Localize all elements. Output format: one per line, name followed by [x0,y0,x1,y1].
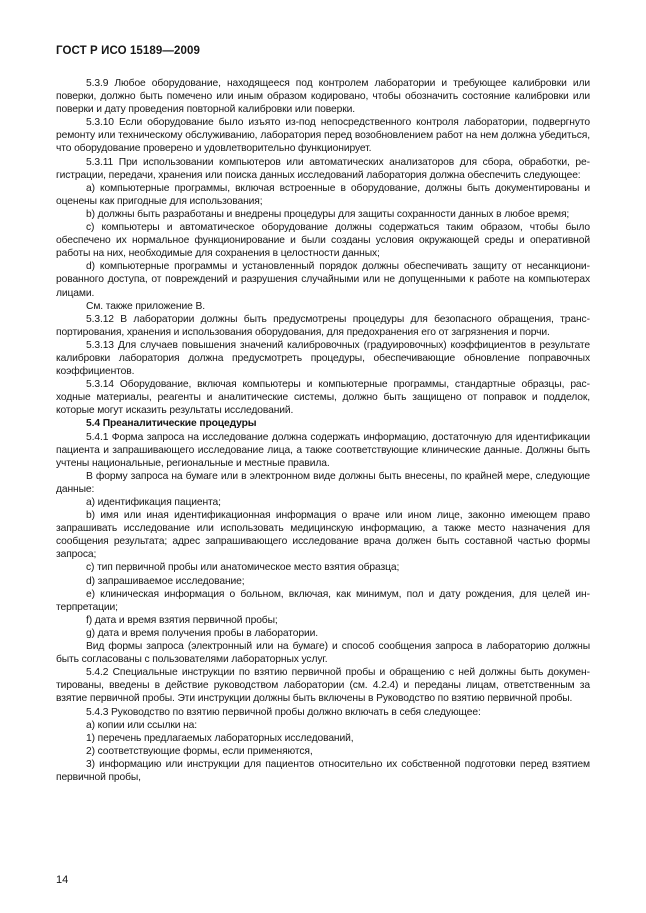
page-number: 14 [56,874,69,886]
clause-5-3-10: 5.3.10 Если оборудование было изъято из-под непосредственного контроля лаборатории, подвергнуто ремонту или техническому обслуживанию, лаборатория перед возобновлением работ на нем должна убедиться, что оборудование проверено и удовлетворительно функционирует. [56,117,590,155]
form-type-paragraph: Вид формы запроса (электронный или на бумаге) и способ сообщения запроса в лабораторию должны быть согласованы с пользователями лабораторных услуг. [56,641,590,666]
clause-5-3-9: 5.3.9 Любое оборудование, находящееся под контролем лаборатории и требующее калибровки или поверки, должно быть помечено или иным образом кодировано, чтобы обозначить состояние калибровки или поверки и дату проведения повторной калибровки или поверки. [56,78,590,116]
clause-5-3-14: 5.3.14 Оборудование, включая компьютеры и компьютерные программы, стандартные образцы, расходные материалы, реагенты и аналитические системы, должно быть защищено от поправок и подделок, которые могут исказить результаты исследований. [56,379,590,417]
request-form-paragraph: В форму запроса на бумаге или в электронном виде должны быть внесены, по крайней мере, следующие данные: [56,470,590,495]
clause-5-3-12: 5.3.12 В лаборатории должны быть предусмотрены процедуры для безопасного обращения, транспортирования, хранения и использования оборудования, для предохранения его от загрязнения и порчи. [56,313,590,338]
list-item-b: b) должны быть разработаны и внедрены процедуры для защиты сохранности данных в любое время; [86,208,570,220]
list-item-a: a) копии или ссылки на: [86,719,198,731]
sublist-item-3: 3) информацию или инструкции для пациентов относительно их собственной подготовки перед взятием первичной пробы, [56,758,590,783]
clause-5-3-13: 5.3.13 Для случаев повышения значений калибровочных (градуировочных) коэффициентов в результате калибровки лаборатория должна предусмотреть процедуры, обеспечивающие обновление поправочных коэффициентов. [56,339,590,378]
list-item-f: f) дата и время взятия первичной пробы; [86,614,278,626]
document-body [56,77,590,784]
document-header: ГОСТ Р ИСО 15189—2009 [56,45,201,57]
list-item-c: c) тип первичной пробы или анатомическое место взятия образца; [86,562,400,574]
sublist-item-2: 2) соответствующие формы, если применяются, [86,745,313,757]
clause-5-3-11: 5.3.11 При использовании компьютеров или автоматических анализаторов для сбора, обработки, регистрации, передачи, хранения или поиска данных исследований лаборатория должна обеспечить следующее: [56,156,590,181]
list-item-g: g) дата и время получения пробы в лаборатории. [86,627,318,639]
see-also-note: См. также приложение В. [86,300,205,312]
clause-5-4-3: 5.4.3 Руководство по взятию первичной пробы должно включать в себя следующее: [86,706,481,718]
list-item-a: a) идентификация пациента; [86,497,221,508]
list-item-d: d) запрашиваемое исследование; [86,575,245,587]
list-item-d: d) компьютерные программы и установленный порядок должны обеспечивать защиту от несанкционированного доступа, от повреждений и разрушения случайными или не допущенными к работе на компьютерах лицами. [56,261,590,299]
section-heading-5-4: 5.4 Преаналитические процедуры [86,418,257,430]
sublist-item-1: 1) перечень предлагаемых лабораторных исследований, [86,732,354,744]
list-item-a: a) компьютерные программы, включая встроенные в оборудование, должны быть документированы и оценены как пригодные для использования; [56,182,590,207]
clause-5-4-1: 5.4.1 Форма запроса на исследование должна содержать информацию, достаточную для идентификации пациента и запрашивающего исследование лица, а также соответствующие клинические данные. Должны быть учтены национальные, региональные и местные правила. [56,431,590,469]
list-item-c: c) компьютеры и автоматическое оборудование должны содержаться таким образом, чтобы было обеспечено их нормальное функционирование и были созданы условия окружающей среды и оперативной работы на них, необходимые для сохранения в целостности данных; [56,222,590,260]
clause-5-4-2: 5.4.2 Специальные инструкции по взятию первичной пробы и обращению с ней должны быть документированы, введены в действие руководством лаборатории (см. 4.2.4) и переданы лицам, ответственным за взятие первичной пробы. Эти инструкции должны быть включены в Руководство по взятию первичной пробы. [56,667,590,705]
list-item-b: b) имя или иная идентификационная информация о враче или ином лице, законно имеющем право запрашивать исследование или использовать медицинскую информацию, а также место назначения для сообщения результата; адрес запрашивающего исследование врача должен быть составной частью формы запроса; [56,510,590,561]
list-item-e: e) клиническая информация о больном, включая, как минимум, пол и дату рождения, для целей интерпретации; [56,588,590,613]
